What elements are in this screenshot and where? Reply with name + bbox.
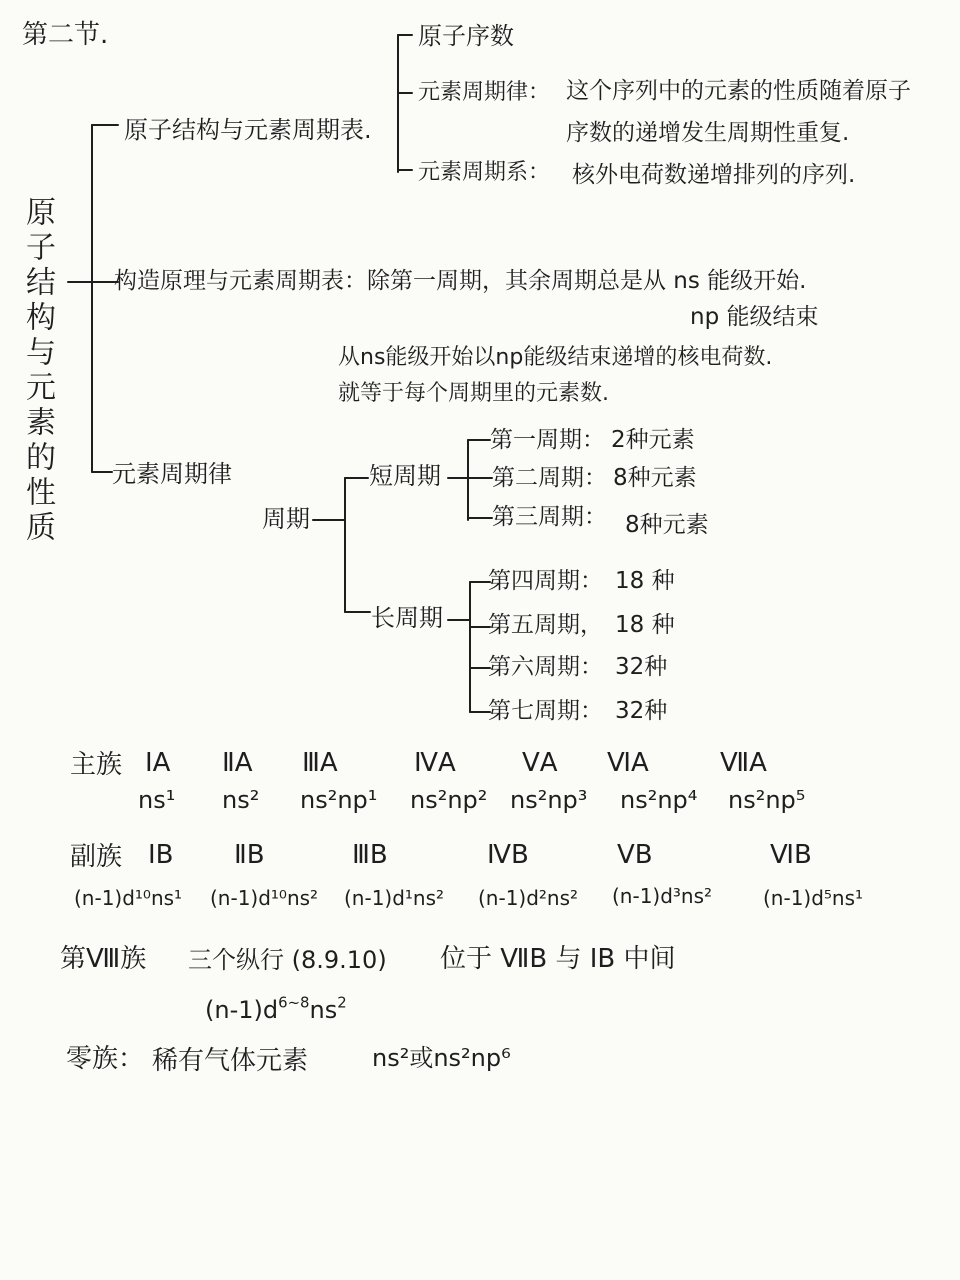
period-name: 第五周期， bbox=[488, 612, 603, 638]
config-superscript: 6~8 bbox=[278, 993, 310, 1012]
long-period-label: 长周期 bbox=[371, 604, 443, 632]
short-period-item bbox=[490, 427, 695, 455]
long-period-item bbox=[488, 654, 667, 682]
sub-group-name: ⅤB bbox=[617, 840, 653, 870]
structure-table-title: 原子结构与元素周期表. bbox=[124, 116, 372, 144]
element-count: 32种 bbox=[615, 654, 668, 680]
short-period-label: 短周期 bbox=[369, 462, 441, 490]
zero-group-config: ns²或ns²np⁶ bbox=[372, 1044, 511, 1072]
main-group-config: ns²np⁵ bbox=[728, 786, 806, 814]
sub-group-config: (n-1)d⁵ns¹ bbox=[763, 886, 864, 910]
config-base: (n-1)d bbox=[205, 996, 279, 1024]
sub-group-name: ⅣB bbox=[487, 840, 529, 870]
aufbau-note-line-2: 就等于每个周期里的元素数. bbox=[338, 381, 609, 406]
main-groups-label: 主族 bbox=[70, 750, 123, 780]
sub-groups-label: 副族 bbox=[70, 842, 123, 872]
section-title: 第二节. bbox=[22, 20, 109, 50]
element-count: 18 种 bbox=[615, 612, 675, 638]
main-group-config: ns² bbox=[222, 786, 260, 814]
element-count: 18 种 bbox=[615, 568, 675, 594]
period-name: 第四周期： bbox=[488, 568, 603, 594]
element-count: 8种元素 bbox=[613, 465, 697, 491]
main-group-config: ns¹ bbox=[138, 786, 176, 814]
aufbau-text: 除第一周期，其余周期总是从 ns 能级开始. bbox=[367, 268, 807, 294]
period-name: 第三周期： bbox=[492, 504, 607, 530]
main-group-name: ⅠA bbox=[145, 748, 171, 778]
sub-group-config: (n-1)d¹⁰ns¹ bbox=[74, 886, 183, 910]
periodic-law-definition-line-1: 这个序列中的元素的性质随着原子 bbox=[566, 78, 911, 104]
group-viii-position: 位于 ⅦB 与 ⅠB 中间 bbox=[440, 944, 676, 974]
sub-group-name: ⅡB bbox=[234, 840, 265, 870]
main-group-name: ⅤA bbox=[522, 748, 558, 778]
main-group-name: ⅣA bbox=[414, 748, 456, 778]
zero-group-elements: 稀有气体元素 bbox=[152, 1046, 309, 1076]
element-count: 2种元素 bbox=[611, 427, 695, 453]
main-group-config: ns²np³ bbox=[510, 786, 588, 814]
element-count: 32种 bbox=[615, 698, 668, 724]
period-name: 第一周期： bbox=[490, 427, 605, 453]
sub-group-name: ⅥB bbox=[770, 840, 812, 870]
main-group-config: ns²np¹ bbox=[300, 786, 378, 814]
aufbau-text-continued: np 能级结束 bbox=[690, 304, 819, 330]
aufbau-title: 构造原理与元素周期表： bbox=[114, 268, 367, 294]
main-group-name: ⅦA bbox=[720, 748, 767, 778]
long-period-item bbox=[488, 568, 675, 596]
short-period-item bbox=[492, 465, 697, 493]
element-count: 8种元素 bbox=[625, 512, 709, 538]
periodic-law-label: 元素周期律： bbox=[418, 80, 551, 105]
main-title: 原子结构与元素的性质 bbox=[20, 196, 55, 546]
group-viii-label: 第Ⅷ族 bbox=[60, 944, 147, 974]
long-period-item bbox=[488, 698, 667, 726]
periodic-law-title: 元素周期律 bbox=[112, 460, 232, 488]
zero-group-label: 零族： bbox=[66, 1044, 145, 1074]
sub-group-config: (n-1)d²ns² bbox=[478, 886, 579, 910]
sub-group-config: (n-1)d¹ns² bbox=[344, 886, 445, 910]
aufbau-row bbox=[114, 268, 807, 296]
period-name: 第六周期： bbox=[488, 654, 603, 680]
main-group-config: ns²np⁴ bbox=[620, 786, 698, 814]
main-group-name: ⅢA bbox=[302, 748, 338, 778]
periodic-law-definition-line-2: 序数的递增发生周期性重复. bbox=[566, 120, 850, 146]
period-name: 第七周期： bbox=[488, 698, 603, 724]
sub-group-name: ⅢB bbox=[352, 840, 388, 870]
period-name: 第二周期： bbox=[492, 465, 607, 491]
group-viii-columns: 三个纵行 (8.9.10) bbox=[188, 946, 387, 974]
group-viii-config bbox=[205, 993, 347, 1025]
main-group-name: ⅥA bbox=[607, 748, 649, 778]
main-group-config: ns²np² bbox=[410, 786, 488, 814]
aufbau-note-line-1: 从ns能级开始以np能级结束递增的核电荷数. bbox=[338, 345, 773, 370]
main-group-name: ⅡA bbox=[222, 748, 253, 778]
long-period-item bbox=[488, 612, 675, 640]
sub-group-config: (n-1)d³ns² bbox=[612, 884, 713, 908]
periodic-system-label: 元素周期系： bbox=[418, 160, 551, 185]
short-period-item bbox=[492, 504, 709, 538]
periodic-system-definition: 核外电荷数递增排列的序列. bbox=[572, 162, 856, 188]
sub-group-config: (n-1)d¹⁰ns² bbox=[210, 886, 319, 910]
sub-group-name: ⅠB bbox=[148, 840, 174, 870]
config-superscript: 2 bbox=[337, 993, 347, 1012]
atomic-number-label: 原子序数 bbox=[418, 22, 514, 50]
period-label: 周期 bbox=[262, 505, 310, 533]
config-base: ns bbox=[309, 996, 338, 1024]
